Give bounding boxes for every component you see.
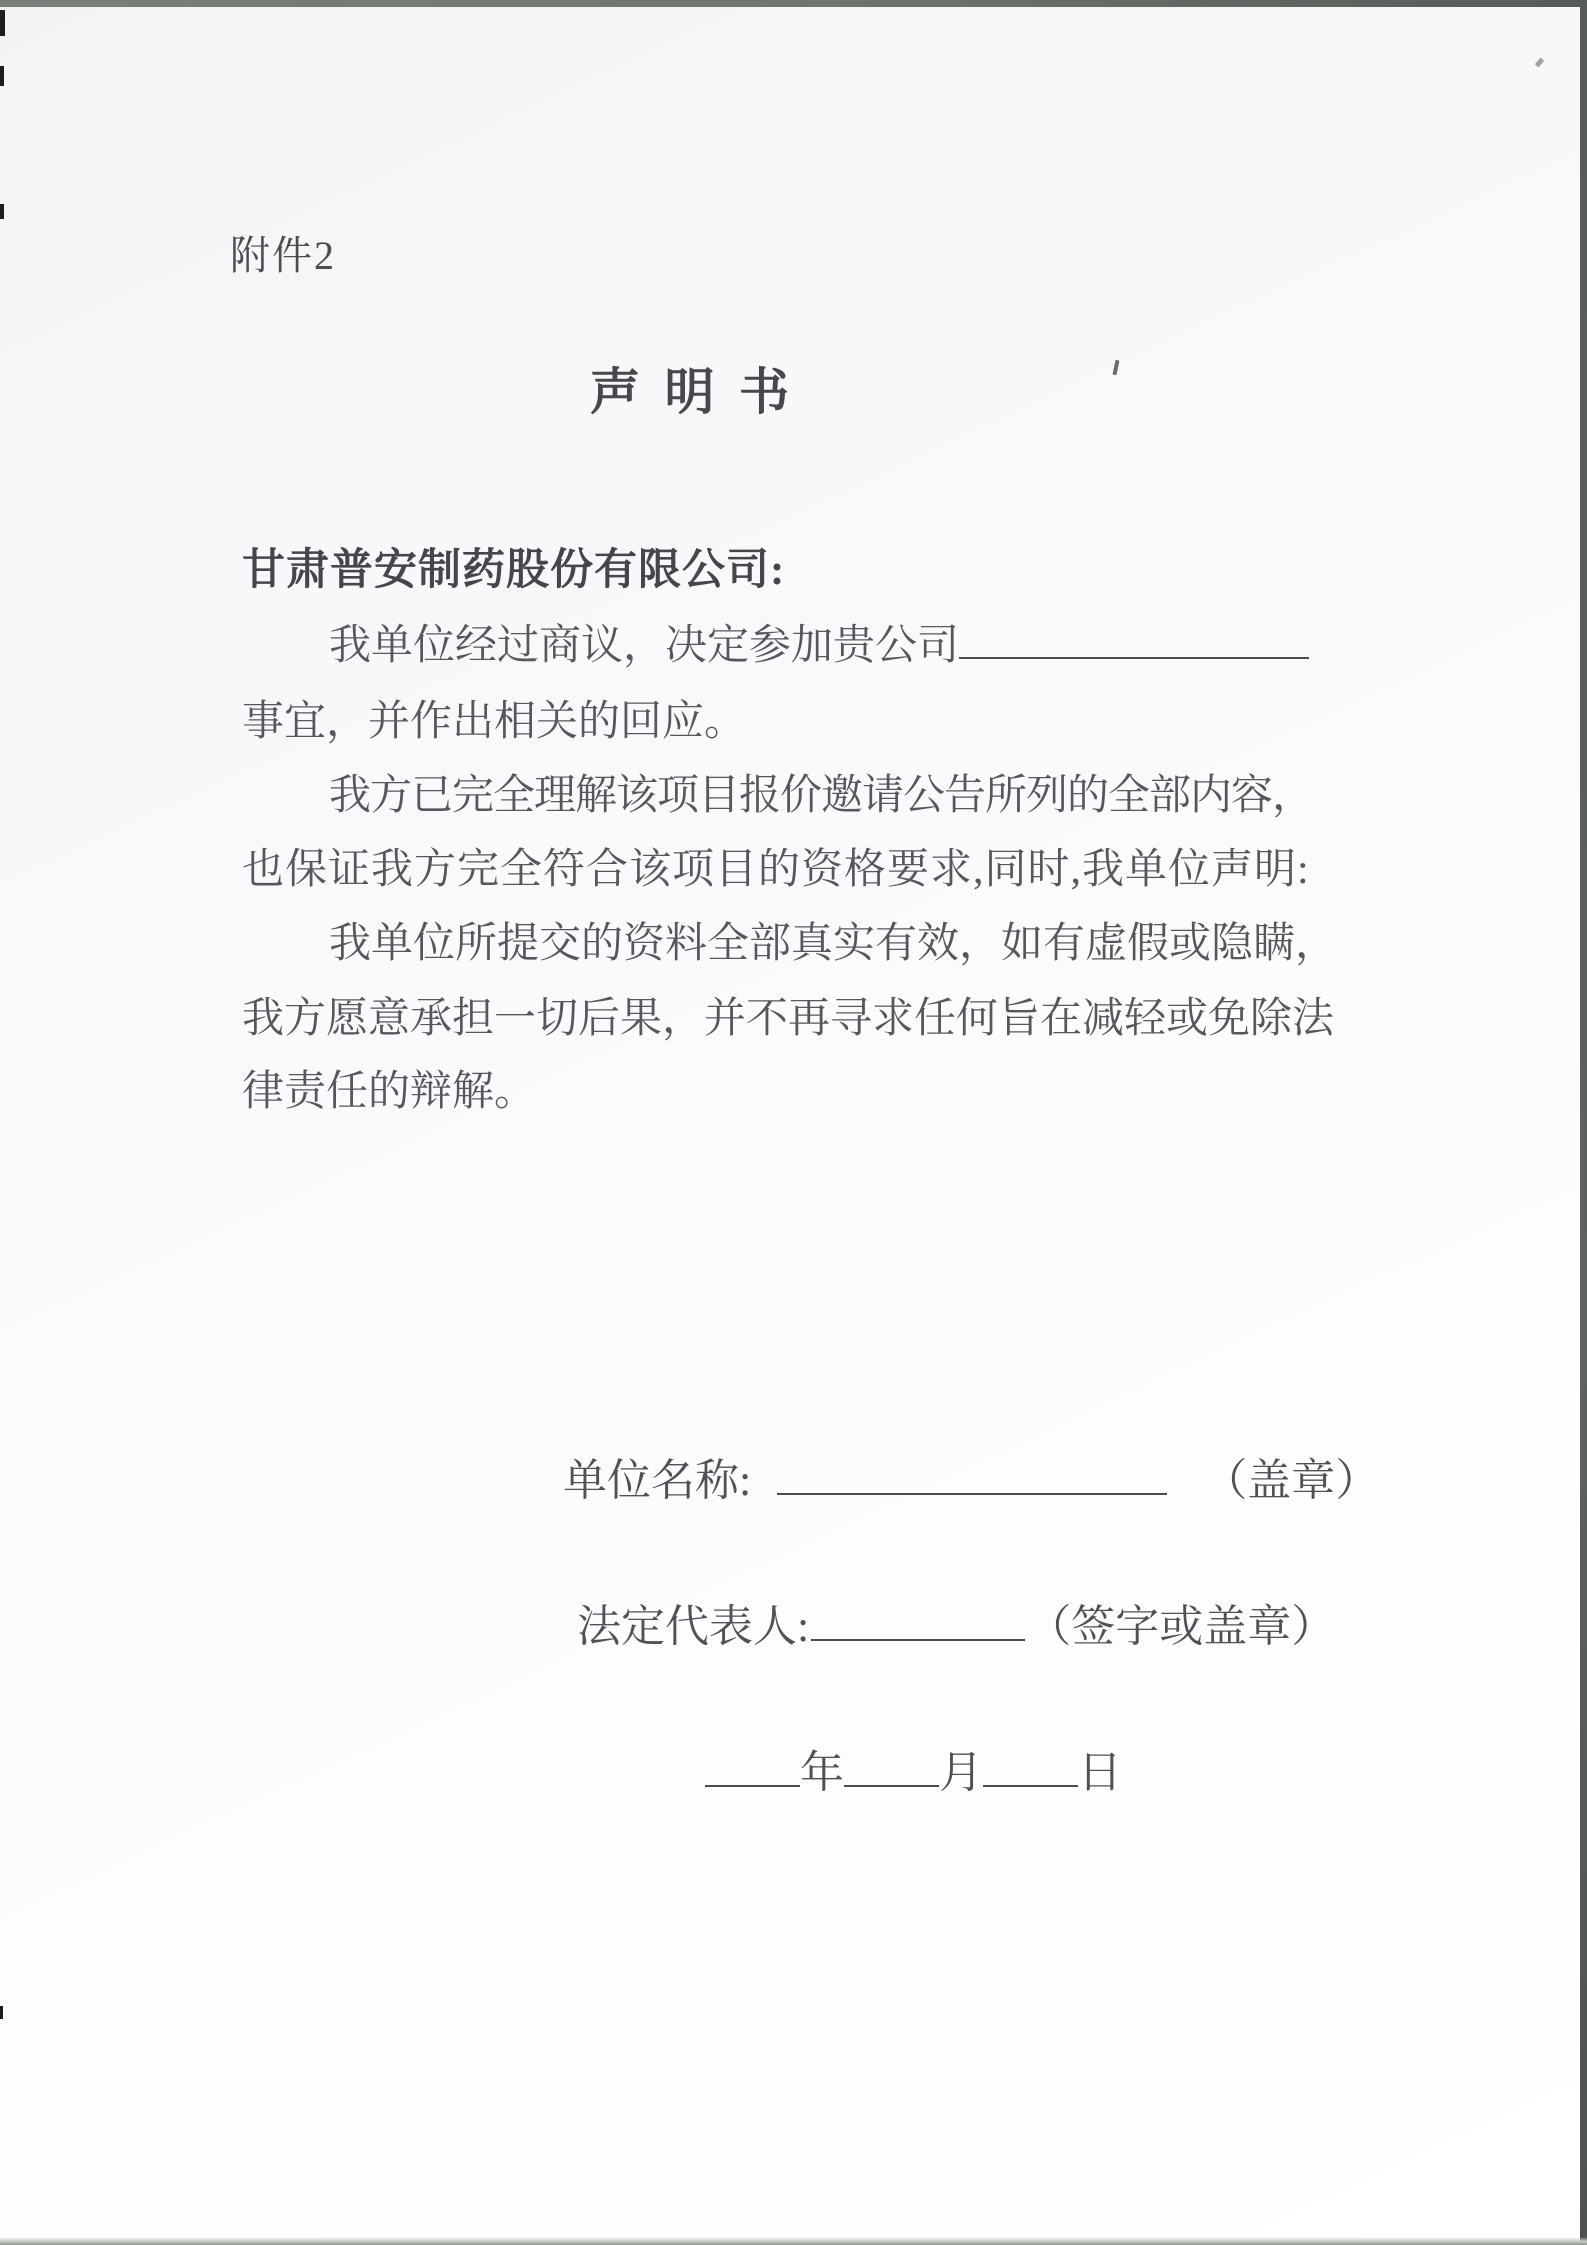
legal-representative-label: 法定代表人: xyxy=(577,1602,810,1651)
company-name-line xyxy=(563,1444,1379,1508)
fill-in-blank-project xyxy=(959,617,1309,659)
body-line-4: 也保证我方完全符合该项目的资格要求,同时,我单位声明: xyxy=(242,847,1310,893)
scan-edge-top xyxy=(0,0,1587,7)
scan-mark-left xyxy=(0,2006,3,2019)
date-line xyxy=(705,1736,1122,1800)
scan-mark-left xyxy=(0,10,5,36)
month-label: 月 xyxy=(939,1748,983,1797)
scan-edge-right xyxy=(1580,0,1587,2245)
fill-in-blank-month xyxy=(844,1743,939,1787)
scan-speck xyxy=(1535,57,1545,67)
body-line-1 xyxy=(329,612,1309,672)
attachment-label: 附件2 xyxy=(230,233,336,278)
day-label: 日 xyxy=(1078,1748,1122,1797)
body-line-1-text: 我单位经过商议，决定参加贵公司 xyxy=(329,623,960,669)
representative-seal-note: （签字或盖章） xyxy=(1027,1602,1336,1651)
legal-representative-line xyxy=(577,1590,1335,1654)
year-label: 年 xyxy=(800,1748,844,1797)
company-seal-note: （盖章） xyxy=(1203,1456,1380,1505)
body-line-6: 我方愿意承担一切后果，并不再寻求任何旨在减轻或免除法 xyxy=(242,996,1335,1042)
fill-in-blank-year xyxy=(705,1743,800,1787)
scan-speck xyxy=(1112,360,1119,376)
fill-in-blank-company-name xyxy=(777,1451,1167,1495)
scan-mark-left xyxy=(0,204,4,219)
body-line-3: 我方已完全理解该项目报价邀请公告所列的全部内容， xyxy=(329,773,1314,819)
body-line-7: 律责任的辩解。 xyxy=(242,1069,537,1115)
body-line-5: 我单位所提交的资料全部真实有效，如有虚假或隐瞒， xyxy=(329,921,1338,967)
recipient-line: 甘肃普安制药股份有限公司: xyxy=(242,547,786,594)
scan-edge-bottom xyxy=(0,2237,1587,2245)
document-title: 声 明 书 xyxy=(590,364,791,420)
company-name-label: 单位名称: xyxy=(563,1456,752,1505)
body-line-2: 事宜，并作出相关的回应。 xyxy=(242,699,747,745)
fill-in-blank-representative xyxy=(811,1597,1025,1641)
fill-in-blank-day xyxy=(983,1743,1078,1787)
scan-mark-left xyxy=(0,66,4,86)
